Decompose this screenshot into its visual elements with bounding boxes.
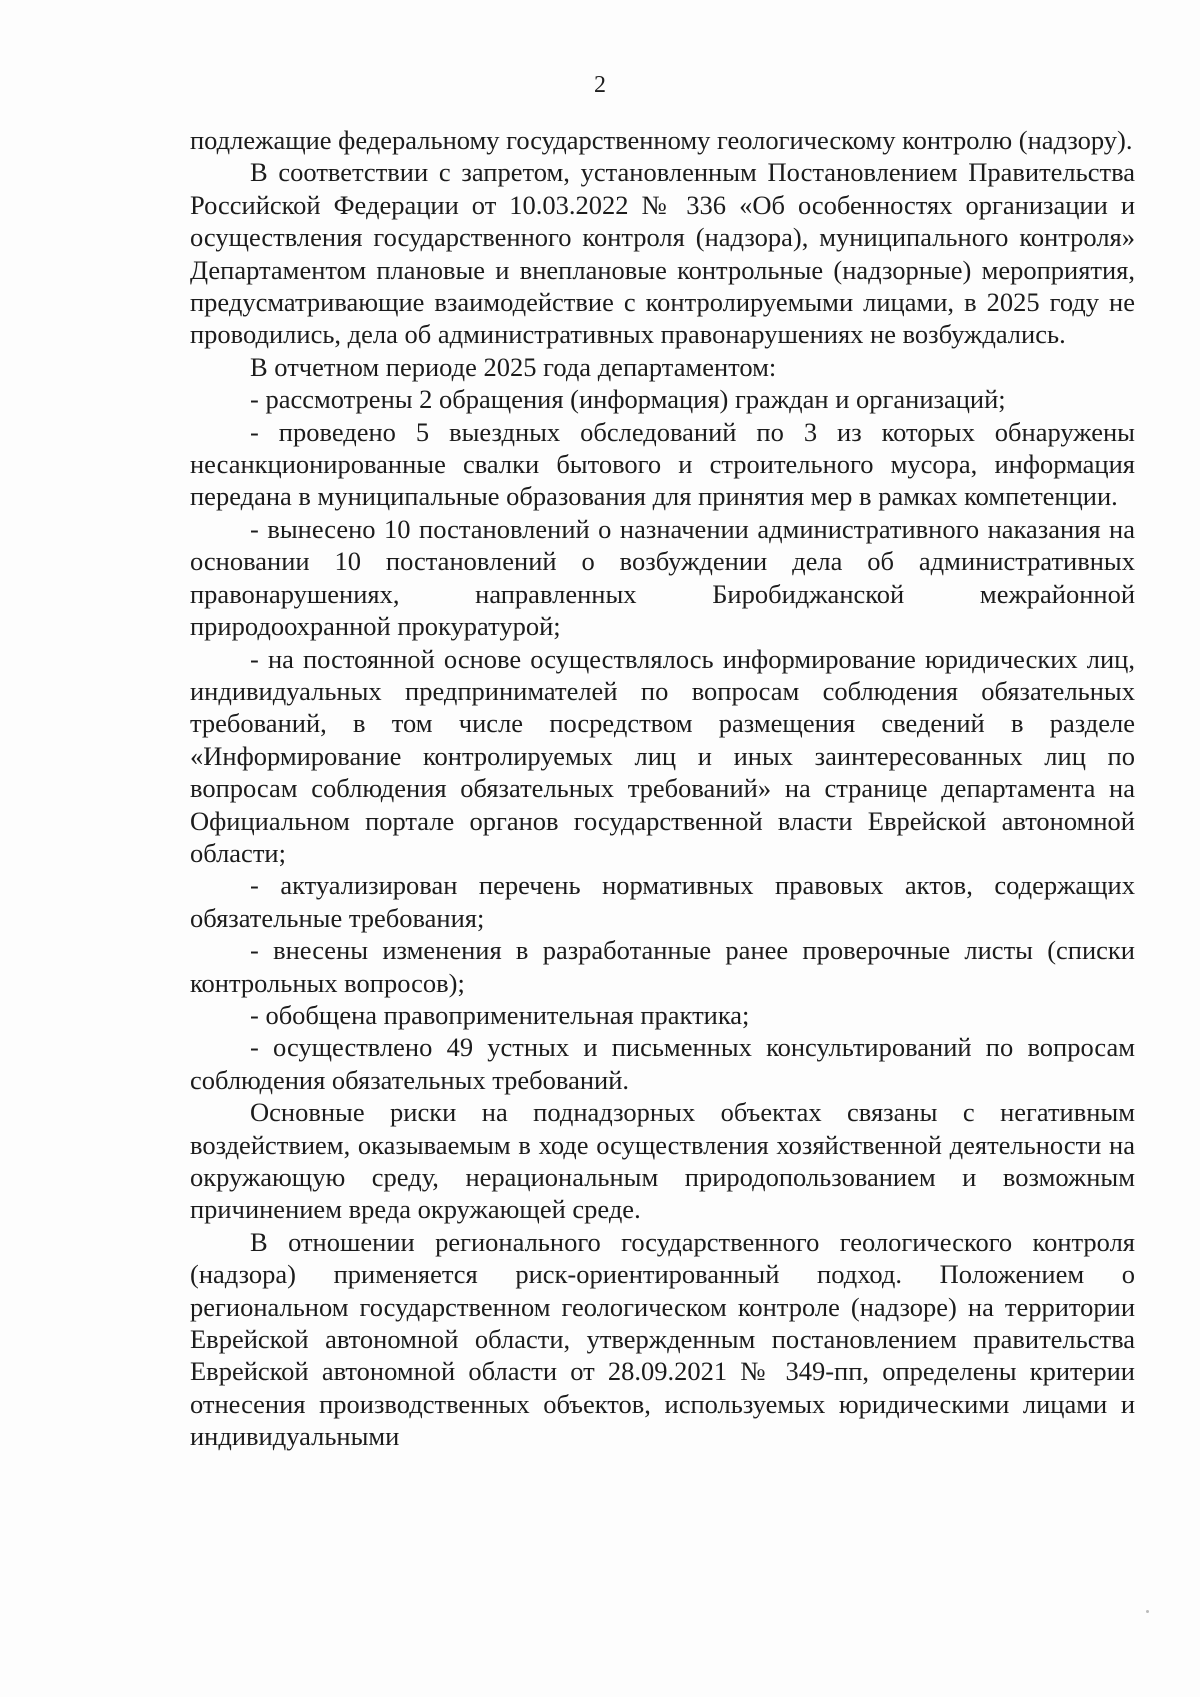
- paragraph-risk-approach: В отношении регионального государственного геологического контроля (надзора) применяется риск-ориентированный подход. Положением о региональном государственном геологическом контроле (надзоре) на территории Еврейской автономной области, утвержденным постановлением правительства Еврейской автономной области от 28.09.2021 № 349-пп, определены критерии отнесения производственных объектов, используемых юридическими лицами и индивидуальными: [190, 1226, 1135, 1452]
- list-item-appeals: - рассмотрены 2 обращения (информация) граждан и организаций;: [250, 384, 1006, 415]
- list-item-informing: - на постоянной основе осуществлялось информирование юридических лиц, индивидуальных предпринимателей по вопросам соблюдения обязательных требований, в том числе посредством размещения сведений в разделе «Информирование контролируемых лиц и иных заинтересованных лиц по вопросам соблюдения обязательных требований» на странице департамента на Официальном портале органов государственной власти Еврейской автономной области;: [190, 643, 1135, 868]
- list-item-rulings: - вынесено 10 постановлений о назначении административного наказания на основании 10 постановлений о возбуждении дела об административных правонарушениях, направленных Биробиджанской межрайонной природоохранной прокуратурой;: [190, 513, 1135, 642]
- page-number: 2: [594, 72, 606, 98]
- paragraph-prohibition: В соответствии с запретом, установленным Постановлением Правительства Российской Федерации от 10.03.2022 № 336 «Об особенностях организации и осуществления государственного контроля (надзора), муниципального контроля» Департаментом плановые и внеплановые контрольные (надзорные) мероприятия, предусматривающие взаимодействие с контролируемыми лицами, в 2025 году не проводились, дела об административных правонарушениях не возбуждались.: [190, 157, 1135, 350]
- paragraph-risks: Основные риски на поднадзорных объектах связаны с негативным воздействием, оказываемым в ходе осуществления хозяйственной деятельности на окружающую среду, нерациональным природопользованием и возможным причинением вреда окружающей среде.: [190, 1097, 1135, 1225]
- list-item-inspections: - проведено 5 выездных обследований по 3 из которых обнаружены несанкционированные свалки бытового и строительного мусора, информация передана в муниципальные образования для принятия мер в рамках компетенции.: [190, 416, 1135, 512]
- document-body: [190, 124, 1135, 1453]
- list-item-practice: - обобщена правоприменительная практика;: [250, 999, 750, 1030]
- list-item-acts-list: - актуализирован перечень нормативных правовых актов, содержащих обязательные требования;: [190, 870, 1135, 933]
- scan-artifact: [1146, 1610, 1149, 1613]
- paragraph-continuation: подлежащие федеральному государственному геологическому контролю (надзору).: [190, 125, 1133, 155]
- list-item-consultations: - осуществлено 49 устных и письменных консультирований по вопросам соблюдения обязательных требований.: [190, 1032, 1135, 1095]
- paragraph-reporting-period: В отчетном периоде 2025 года департаментом:: [250, 351, 777, 382]
- list-item-checklists: - внесены изменения в разработанные ранее проверочные листы (списки контрольных вопросов);: [190, 935, 1135, 998]
